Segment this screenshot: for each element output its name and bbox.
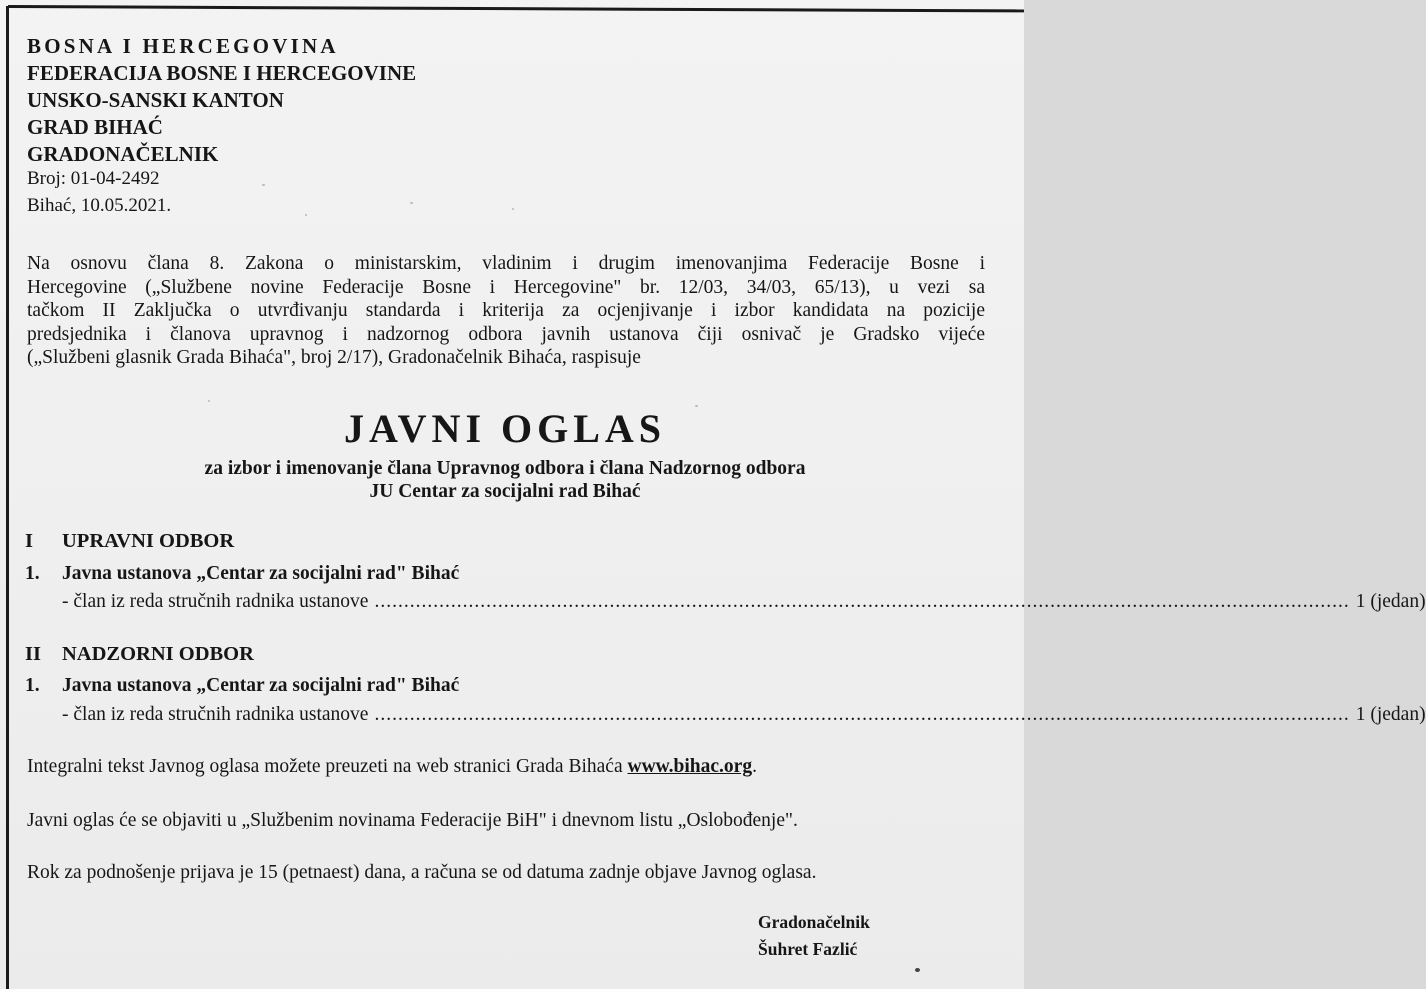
- document-number: Broj: 01-04-2492: [27, 168, 160, 189]
- announcement-subtitle: za izbor i imenovanje člana Upravnog odbora i člana Nadzornog odbora: [204, 458, 806, 479]
- item-number: 1.: [25, 675, 40, 696]
- header-city: GRAD BIHAĆ: [27, 115, 163, 139]
- intro-paragraph: [27, 252, 985, 370]
- section-item-institution: [25, 675, 459, 697]
- position-label: - član iz reda stručnih radnika ustanove: [62, 704, 369, 725]
- intro-line: Hercegovine („Službene novine Federacije Bosne i Hercegovine" br. 12/03, 34/03, 65/13), u vezi sa: [27, 276, 985, 298]
- dot-leader: ......................................................................................................................................................................: [374, 591, 1350, 612]
- header-office: GRADONAČELNIK: [27, 142, 219, 166]
- integral-text: Integralni tekst Javnog oglasa možete preuzeti na web stranici Grada Bihaća: [27, 756, 623, 777]
- intro-line: („Službeni glasnik Grada Bihaća", broj 2/17), Gradonačelnik Bihaća, raspisuje: [27, 347, 641, 368]
- institution-name: Javna ustanova „Centar za socijalni rad" Bihać: [62, 563, 460, 584]
- header-canton: UNSKO-SANSKI KANTON: [27, 88, 284, 112]
- signature-name: Šuhret Fazlić: [758, 939, 858, 959]
- announcement-subtitle-institution: JU Centar za socijalni rad Bihać: [369, 481, 641, 502]
- section-item-institution: [25, 563, 459, 585]
- signature-role: Gradonačelnik: [758, 912, 870, 932]
- header-federation: FEDERACIJA BOSNE I HERCEGOVINE: [27, 61, 417, 85]
- section-numeral: I: [25, 530, 33, 552]
- integral-text-paragraph: [27, 756, 757, 778]
- section-numeral: II: [25, 643, 41, 665]
- item-number: 1.: [25, 563, 40, 584]
- integral-text-end: .: [752, 756, 757, 777]
- position-label: - član iz reda stručnih radnika ustanove: [62, 591, 369, 612]
- position-row: [62, 704, 1426, 726]
- section-title: NADZORNI ODBOR: [62, 643, 254, 665]
- section-title: UPRAVNI ODBOR: [62, 530, 235, 552]
- institution-name: Javna ustanova „Centar za socijalni rad" Bihać: [62, 675, 460, 696]
- website-link[interactable]: www.bihac.org: [627, 756, 753, 777]
- intro-line: predsjednika i članova upravnog i nadzornog odbora javnih ustanova čiji osnivač je Gradsko vijeće: [27, 323, 985, 345]
- intro-line: Na osnovu člana 8. Zakona o ministarskim, vladinim i drugim imenovanjima Federacije Bosne i: [27, 253, 985, 274]
- position-count: 1 (jedan): [1355, 591, 1426, 612]
- position-count: 1 (jedan): [1355, 704, 1426, 725]
- position-row: [62, 591, 1426, 613]
- publication-paragraph: Javni oglas će se objaviti u „Službenim novinama Federacije BiH" i dnevnom listu „Oslobođenje".: [27, 810, 798, 831]
- section-heading-supervisory-board: [25, 643, 254, 666]
- place-and-date: Bihać, 10.05.2021.: [27, 195, 172, 216]
- header-country: BOSNA I HERCEGOVINA: [27, 34, 339, 58]
- intro-line: tačkom II Zaključka o utvrđivanju standarda i kriterija za ocjenjivanje i izbor kandidata na pozicije: [27, 300, 985, 321]
- announcement-title: JAVNI OGLAS: [343, 406, 667, 451]
- deadline-paragraph: Rok za podnošenje prijava je 15 (petnaest) dana, a računa se od datuma zadnje objave Javnog oglasa.: [27, 862, 817, 883]
- dot-leader: ......................................................................................................................................................................: [374, 704, 1350, 725]
- section-heading-management-board: [25, 530, 234, 553]
